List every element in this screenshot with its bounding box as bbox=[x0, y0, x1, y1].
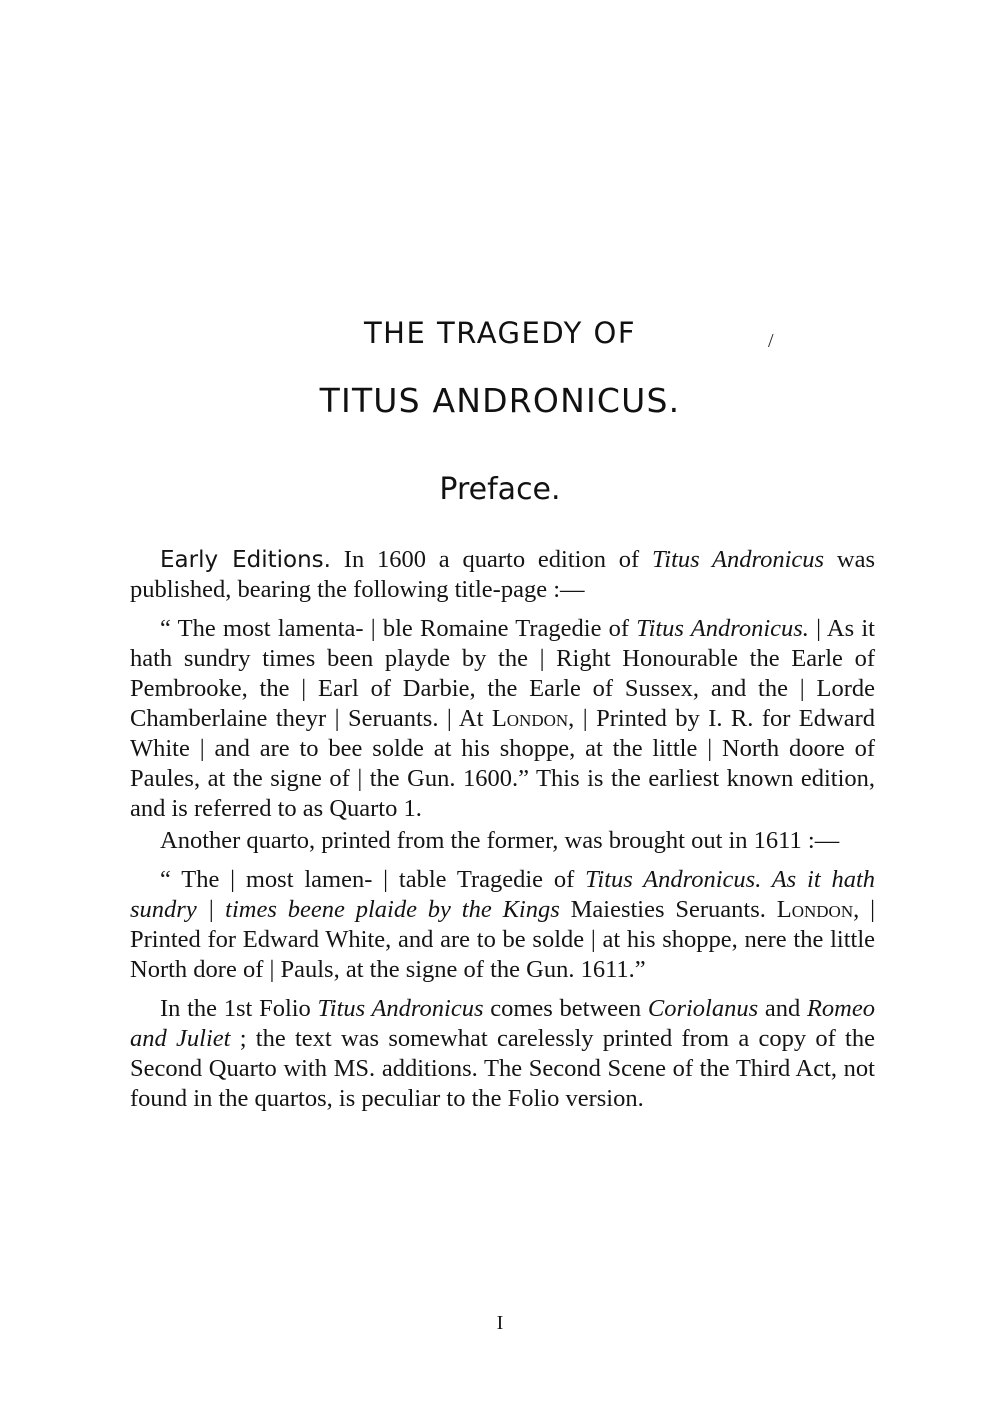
text-run: comes between bbox=[483, 995, 648, 1022]
text-run: and bbox=[758, 995, 807, 1022]
italic-title: Romeo and Juliet bbox=[130, 995, 875, 1052]
text-run: , | Printed by I. R. for Edward White | and are to bee solde at his shoppe, at the little | North doore of Paules, at the signe of | the Gun. 1600.” This is the earliest known edition, and is referred to as Quarto 1. bbox=[130, 705, 876, 822]
body-text bbox=[130, 545, 875, 1114]
text-run: In the 1st Folio bbox=[160, 995, 318, 1022]
paragraph-lead: Early Editions. bbox=[160, 547, 331, 573]
text-run: Maiesties Seruants. bbox=[559, 896, 777, 923]
title-line-1: THE TRAGEDY OF bbox=[363, 316, 637, 350]
paragraph-quarto2-title bbox=[130, 865, 875, 985]
small-caps-place: London bbox=[776, 896, 854, 923]
text-run: “ The | most lamen- | table Tragedie of bbox=[160, 866, 586, 893]
italic-title: Coriolanus bbox=[647, 995, 759, 1022]
text-run: , | Printed for Edward White, and are to be solde | at his shoppe, nere the little North dore of | Pauls, at the signe of the Gun. 1611.” bbox=[130, 896, 875, 983]
italic-title: Titus Andronicus bbox=[651, 546, 825, 573]
text-run: In 1600 a quarto edition of bbox=[330, 546, 652, 573]
text-run: Another quarto, printed from the former, was brought out in 1611 :— bbox=[160, 827, 840, 854]
italic-title: Titus Andronicus. bbox=[636, 615, 809, 642]
paragraph-quarto1-title bbox=[130, 614, 875, 824]
paragraph-second-quarto bbox=[130, 826, 875, 856]
title-line-2: TITUS ANDRONICUS. bbox=[319, 381, 681, 420]
text-run: was published, bearing the following title-page :— bbox=[130, 546, 876, 603]
small-caps-place: London bbox=[491, 705, 569, 732]
section-heading: Preface. bbox=[439, 472, 561, 507]
paragraph-early-editions bbox=[130, 545, 875, 605]
page-number: I bbox=[496, 1312, 504, 1334]
paragraph-folio bbox=[130, 994, 875, 1114]
text-run: | As it hath sundry times been playde by the | Right Honourable the Earle of Pembrooke, the | Earl of Darbie, the Earle of Sussex, and the | Lorde Chamberlaine theyr | Seruants. | At bbox=[130, 615, 875, 732]
italic-title: Titus Andronicus. As it hath sundry | times beene plaide by the Kings bbox=[130, 866, 876, 923]
text-run: “ The most lamenta- | ble Romaine Tragedie of bbox=[160, 615, 637, 642]
stray-pen-mark: / bbox=[768, 330, 774, 352]
text-run: ; the text was somewhat carelessly printed from a copy of the Second Quarto with MS. additions. The Second Scene of the Third Act, not found in the quartos, is peculiar to the Folio version. bbox=[130, 1025, 875, 1112]
italic-title: Titus Andronicus bbox=[317, 995, 484, 1022]
